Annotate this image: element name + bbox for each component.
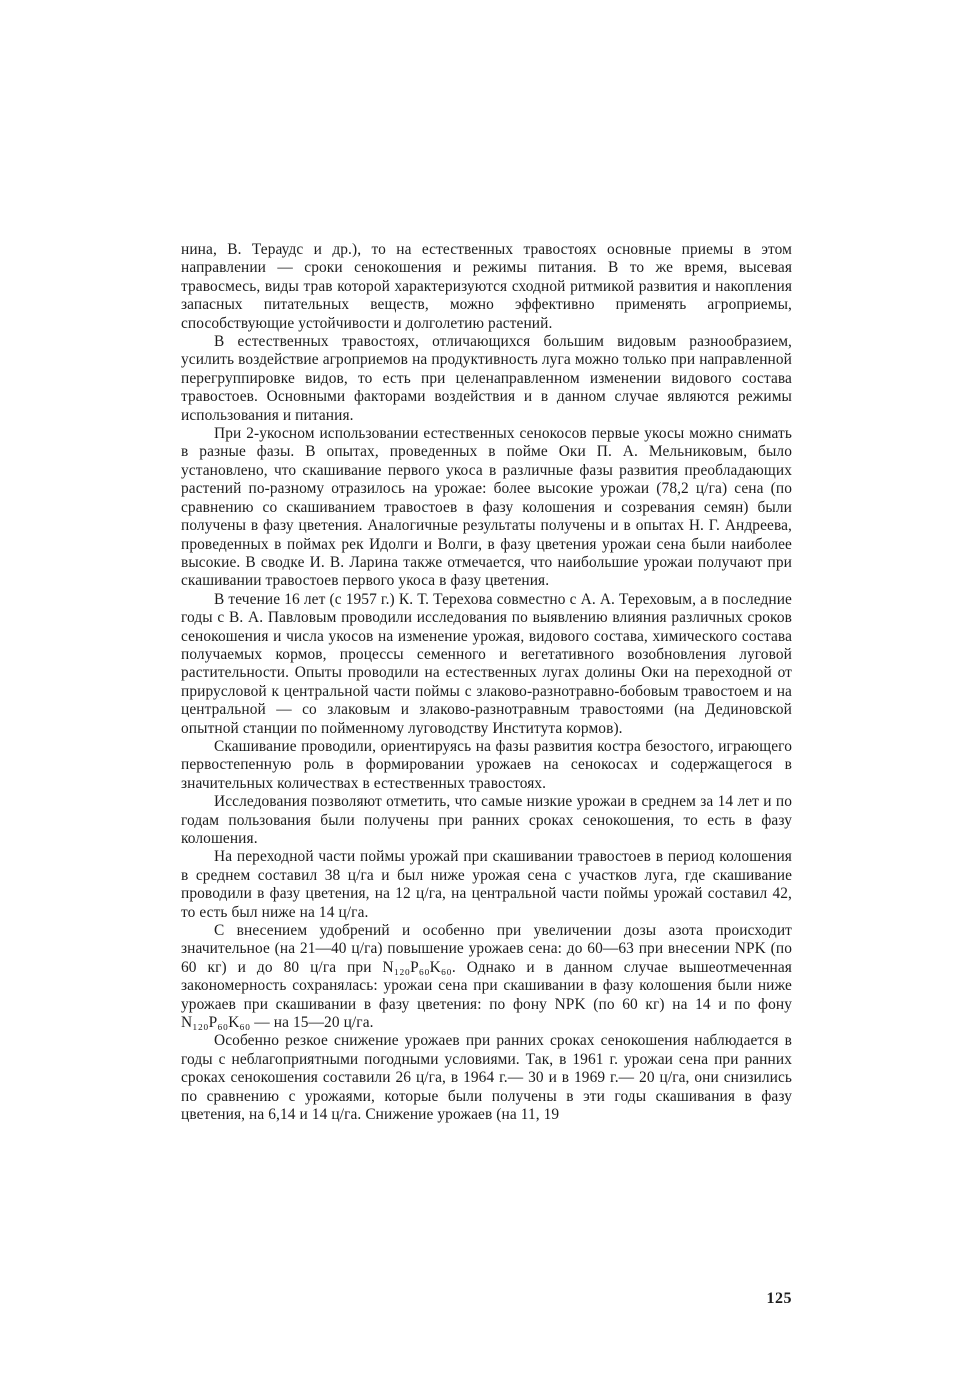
- paragraph-4: В течение 16 лет (с 1957 г.) К. Т. Терехова совместно с А. А. Тереховым, а в последние годы с В. А. Павловым проводили исследования по выявлению влияния различных сроков сенокошения и числа укосов на изменение урожая, видового состава, химического состава получаемых кормов, процессы семенного и вегетативного возобновления луговой растительности. Опыты проводили на естественных лугах долины Оки на переходной от прирусловой к центральной части поймы с злаково-разнотравно-бобовым травостоем и на центральной — со злаковым и злаково-разнотравным травостоями (на Дединовской опытной станции по пойменному луговодству Института кормов).: [181, 590, 792, 737]
- page-number: 125: [766, 1290, 792, 1307]
- body-text: [181, 241, 792, 1125]
- paragraph-3: При 2-укосном использовании естественных сенокосов первые укосы можно снимать в разные фазы. В опытах, проведенных в пойме Оки П. А. Мельниковым, было установлено, что скашивание первого укоса в различные фазы развития преобладающих растений по-разному отразилось на урожае: более высокие урожаи (78,2 ц/га) сена (по сравнению со скашиванием травостоев в фазу колошения и созревания семян) были получены в фазу цветения. Аналогичные результаты получены и в опытах Н. Г. Андреева, проведенных в поймах рек Идолги и Волги, в фазу цветения урожаи сена были наиболее высокие. В сводке И. В. Ларина также отмечается, что наибольшие урожаи получают при скашивании травостоев первого укоса в фазу цветения.: [181, 425, 792, 590]
- paragraph-1: нина, В. Тераудс и др.), то на естественных травостоях основные приемы в этом направлении — сроки сенокошения и режимы питания. В то же время, высевая травосмесь, виды трав которой характеризуются сходной ритмикой развития и накопления запасных питательных веществ, можно эффективно применять агроприемы, способствующие устойчивости и долголетию растений.: [181, 241, 792, 332]
- paragraph-5: Скашивание проводили, ориентируясь на фазы развития костра безостого, играющего первостепенную роль в формировании урожаев на сенокосах и содержащегося в значительных количествах в естественных травостоях.: [181, 737, 792, 792]
- paragraph-9: Особенно резкое снижение урожаев при ранних сроках сенокошения наблюдается в годы с неблагоприятными погодными условиями. Так, в 1961 г. урожаи сена при ранних сроках сенокошения составили 26 ц/га, в 1964 г.— 30 и в 1969 г.— 20 ц/га, они снизились по сравнению с урожаями, которые были получены в эти годы скашивания в фазу цветения, на 6,14 и 14 ц/га. Снижение урожаев (на 11, 19: [181, 1032, 792, 1124]
- paragraph-6: Исследования позволяют отметить, что самые низкие урожаи в среднем за 14 лет и по годам пользования были получены при ранних сроках сенокошения, то есть в фазу колошения.: [181, 793, 792, 847]
- paragraph-2: В естественных травостоях, отличающихся большим видовым разнообразием, усилить воздействие агроприемов на продуктивность луга можно только при направленной перегруппировке видов, то есть при целенаправленном изменении видового состава травостоев. Основными факторами воздействия и в данном случае являются режимы использования и питания.: [181, 333, 792, 424]
- paragraph-7: На переходной части поймы урожай при скашивании травостоев в период колошения в среднем составил 38 ц/га и был ниже урожая сена с участков луга, где скашивание проводили в фазу цветения, на 12 ц/га, на центральной части поймы урожай составил 42, то есть был ниже на 14 ц/га.: [181, 848, 792, 921]
- paragraph-8: С внесением удобрений и особенно при увеличении дозы азота происходит значительное (на 21—40 ц/га) повышение урожаев сена: до 60—63 при внесении NPK (по 60 кг) и до 80 ц/га при N₁₂₀P₆₀K₆₀. Однако и в данном случае вышеотмеченная закономерность сохранялась: урожаи сена при скашивании в фазу колошения были ниже урожаев при скашивании в фазу цветения: по фону NPK (по 60 кг) на 14 и по фону N₁₂₀P₆₀K₆₀ — на 15—20 ц/га.: [181, 922, 792, 1032]
